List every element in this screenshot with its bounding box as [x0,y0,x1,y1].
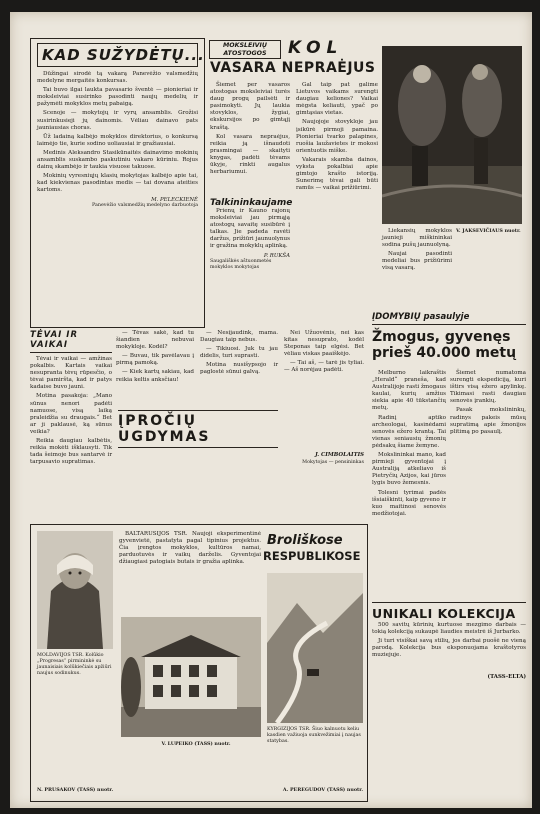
article-title: TĖVAI IR VAIKAI [30,330,112,353]
column-1 [372,370,446,520]
paragraph: — Nesijaudink, mama. Daugiau taip nebus. [200,330,278,344]
paragraph: Mokslininkai mano, kad pirmieji gyventojai į Australiją atkeliavo iš Pietryčių Azijos, kai jūros lygis buvo žemesnis. [372,452,446,487]
box-signature: P. RUKŠA [263,252,290,259]
paragraph: Tolesni tyrimai padės išsiaiškinti, kaip gyveno ir kuo maitinosi senovės medžiotojai. [372,489,446,517]
box-note: Saugališkės aštuonmetės mokyklos mokytojas [210,258,272,270]
building-photo [121,617,261,737]
paragraph: Nei Užuovėnis, nei kas kitas nesuprato, kodėl Steponas taip elgėsi. Bet vėliau viskas paaiškėjo. [284,330,364,358]
paragraph: BALTARUSIJOS TSR. Naujoji eksperimentinė gyvenvietė, pastatyta pagal tipinius projektus. Čia įrengtos mokyklos, kultūros namai, parduotuvės ir vaikų darželis. Gyventojai džiaugiasi patogiais butais ir gražia aplinka. [119,531,261,566]
building-credit: V. LUPEIKO (TASS) nuotr. [161,741,231,747]
paragraph: Radinį aptiko archeologai, kasinėdami senovės ežero krantą. Tai vienas seniausių žmonių pėdsakų šiame žemyne. [372,414,446,449]
paragraph: Motina nusišypsojo ir paglostė sūnui galvą. [200,362,278,376]
article-kad-suzydetu [30,38,205,328]
paragraph: — Kiek kartų sakiau, kad reikia keltis anksčiau! [116,369,194,383]
paragraph: Prienų ir Kauno rajonų moksleiviai jau pirmąją atostogų savaitę susibūrė į talkas. Jie padeda ravėti daržus, prižiūri jaunuolynus ir gražina mokyklų aplinką. [210,208,290,250]
column-2 [450,370,526,438]
paragraph: Gal taip pat galime Lietuvos vaikams surengti daugiau keliones? Vaikai mėgsta keliauti, ypač po gimtąsias vietas. [296,82,378,117]
paragraph: Tėvai ir vaikai — amžinas pokalbis. Kartais vaikai nesupranta tėvų rūpesčio, o tėvai pamiršta, kad ir patys kadaise buvo jauni. [30,356,112,391]
newspaper-page [10,12,532,808]
article-title: VASARA NEPRAĖJUS [210,60,376,76]
paragraph: Mokinių vyresniųjų klasių mokytojas kalbėjo apie tai, kad kiekvienas pasodintas medis — tai dovana ateities kartoms. [37,173,198,194]
unikali-title: UNIKALI KOLEKCIJA [372,602,526,621]
box-title: Talkininkaujame [210,198,293,208]
talkininkaujame-box [210,198,293,271]
paragraph: Dūžingai sirodė tą vakarą Panevėžio valsmedžių medelyne mergaitės konkursas. [37,71,198,85]
photo-caption [382,228,452,275]
moldavia-photo [37,531,113,649]
paragraph: Liekansių mokyklos jaunieji miškininkai sodina pušų jaunuolyną. [382,228,452,249]
article-title: ĮPROČIŲ UGDYMAS [118,410,278,448]
paragraph: Ūž ladainą kalbėjo mokyklos direktorius, o konkursą laimėjo tie, kurie sodino uoliausiai ir gražiausiai. [37,133,198,147]
unikali-body [372,622,526,661]
paragraph: Reikia daugiau kalbėtis, reikia mokėti išklausyti. Tik tada šeimoje bus santarvė ir tarpusavio supratimas. [30,438,112,466]
paragraph: — Tikiuosi. Juk tu jau didelis, turi suprasti. [200,346,278,360]
moldavia-caption: MOLDAVIJOS TSR. Kolūkio „Progresas“ pirmininkė su jaunaisiais kolūkiečiais apžiūri naujus sodinukus. [37,653,112,676]
article-tevai-ir-vaikai [30,330,112,520]
article-footnote: Panevėžio valsmedžių medelyno darbuotoja [92,202,198,208]
paragraph: — Buvau, tik pavėlavau į pirmą pamoką. [116,353,194,367]
column-1 [116,330,194,386]
article-iprociu-ugdymas [116,330,368,520]
paragraph: Šiemet numatoma surengti ekspediciją, kuri ištirs visą ežero apylinkę. Tikimasi rasti daugiau senovės įrankių. [450,370,526,405]
column-3 [284,330,364,377]
article-title: KAD SUŽYDĖTŲ... [37,43,198,67]
article-signature: M. PELECKIENĖ [151,196,198,203]
article-body [37,71,198,195]
paragraph: — Tai aš, — tarė jis tyliai. — Aš norėjau padėti. [284,360,364,374]
center-text [119,531,261,568]
paragraph: Melburno laikraštis „Herald“ praneša, kad Australijoje rasti žmogaus kaulai, kurių amžius siekia apie 40 tūkstančių metų. [372,370,446,412]
paragraph: Kol vasara nepraėjus, reikia ją išnaudoti prasmingai — skaityti knygas, padėti tėvams ūkyje, rinkti augalus herbariumui. [210,133,290,176]
paragraph: Vakarais skamba dainos, vyksta pokalbiai apie gimtojo krašto istoriją. Sunerimę tėvai gali būti ramūs — vaikai prižiūrimi. [296,156,378,192]
paragraph: Naujojoje stovykloje jau įsikūrė pirmoji pamaina. Pionieriai tvarko palapines, ruošia laužavietes ir mokosi orientuotis miške. [296,119,378,154]
kol-word: KOL [288,38,344,58]
paragraph: — Tėvas sakė, kad tu šiandien nebuvai mokykloje. Kodėl? [116,330,194,351]
box-body [210,208,290,251]
paragraph: Tai buvo ilgai laukta pavasario šventė — pionieriai ir moksleiviai susirinko pasodinti naujų medelių ir pažymėti mokyklos metų pabaigą. [37,87,198,108]
mountain-road-credit: A. PEREGUDOV (TASS) nuotr. [282,787,363,793]
article-vasara [206,38,524,350]
section-title-1: Broliškose [267,533,343,548]
article-title: Žmogus, gyvenęs prieš 40.000 metų [372,329,517,361]
column-2 [296,82,378,194]
forestry-photo [382,46,522,224]
article-zmogus [372,312,526,802]
paragraph: Pasak mokslininkų, radinys pakeis mūsų supratimą apie žmonijos plitimą po pasaulį. [450,407,526,435]
paragraph: 500 savitų kūrinių kurtuose mezgimo darbais — tokią kolekciją sukaupė liaudies meistrė iš Jurbarko. [372,622,526,636]
section-title-2: RESPUBLIKOSE [263,549,361,563]
paragraph: Scenoje — mokytojų ir vyrų ansamblis. Grožisi susirinkusieji jų dainomis. Vėliau dainavo pats jauniausias choras. [37,110,198,131]
photo-credit: V. JAKSEVIČIAUS nuotr. [456,228,521,234]
mountain-road-caption: KYRGIZIJOS TSR. Šiuo kalnuotu keliu kasdien važiuoja sunkvežimiai į naujas statybas. [267,727,361,744]
paragraph: Ji turi visiškai savą stilių, jos darbai puošė ne vieną parodą. Kolekcija bus eksponuojama kraštotyros muziejuje. [372,638,526,659]
paragraph: Šiemet per vasaros atostogas moksleiviai turės daug progų pailsėti ir pasimokyti. Jų laukia stovyklos, žygiai, ekskursijos po gimtąjį kraštą. [210,82,290,131]
paragraph: Medinis Aleksandro Stasikūnaitės dainavimo mokinių ansamblis suskambo paskutiniu vakaro kūriniu. Rojus dainų skambėjo ir taukia visuose takuose. [37,149,198,171]
column-1 [210,82,290,178]
paragraph: Motina pasakoja: „Mano sūnus nenori padėti namuose, visą laiką praleidžia su draugais.“ Bet ar ji paklausė, ką sūnus veikia? [30,393,112,435]
article-body [30,356,112,466]
article-broliskose-respublikose [30,524,368,802]
column-2 [200,330,278,379]
paragraph: Naujai pasodinti medeliai bus prižiūrimi visą vasarą. [382,251,452,272]
mountain-road-photo [267,573,363,723]
article-signature: J. CIMBOLAITIS [315,452,364,458]
section-kicker: MOKSLEIVIŲ ATOSTOGOS [209,40,281,59]
section-kicker: ĮDOMYBIŲ pasaulyje [372,312,526,325]
moldavia-credit: N. PRUSAKOV (TASS) nuotr. [37,787,114,793]
article-credit: (TASS-ELTA) [487,674,526,680]
signature-note: Mokytojas — pensininkas [302,460,364,465]
